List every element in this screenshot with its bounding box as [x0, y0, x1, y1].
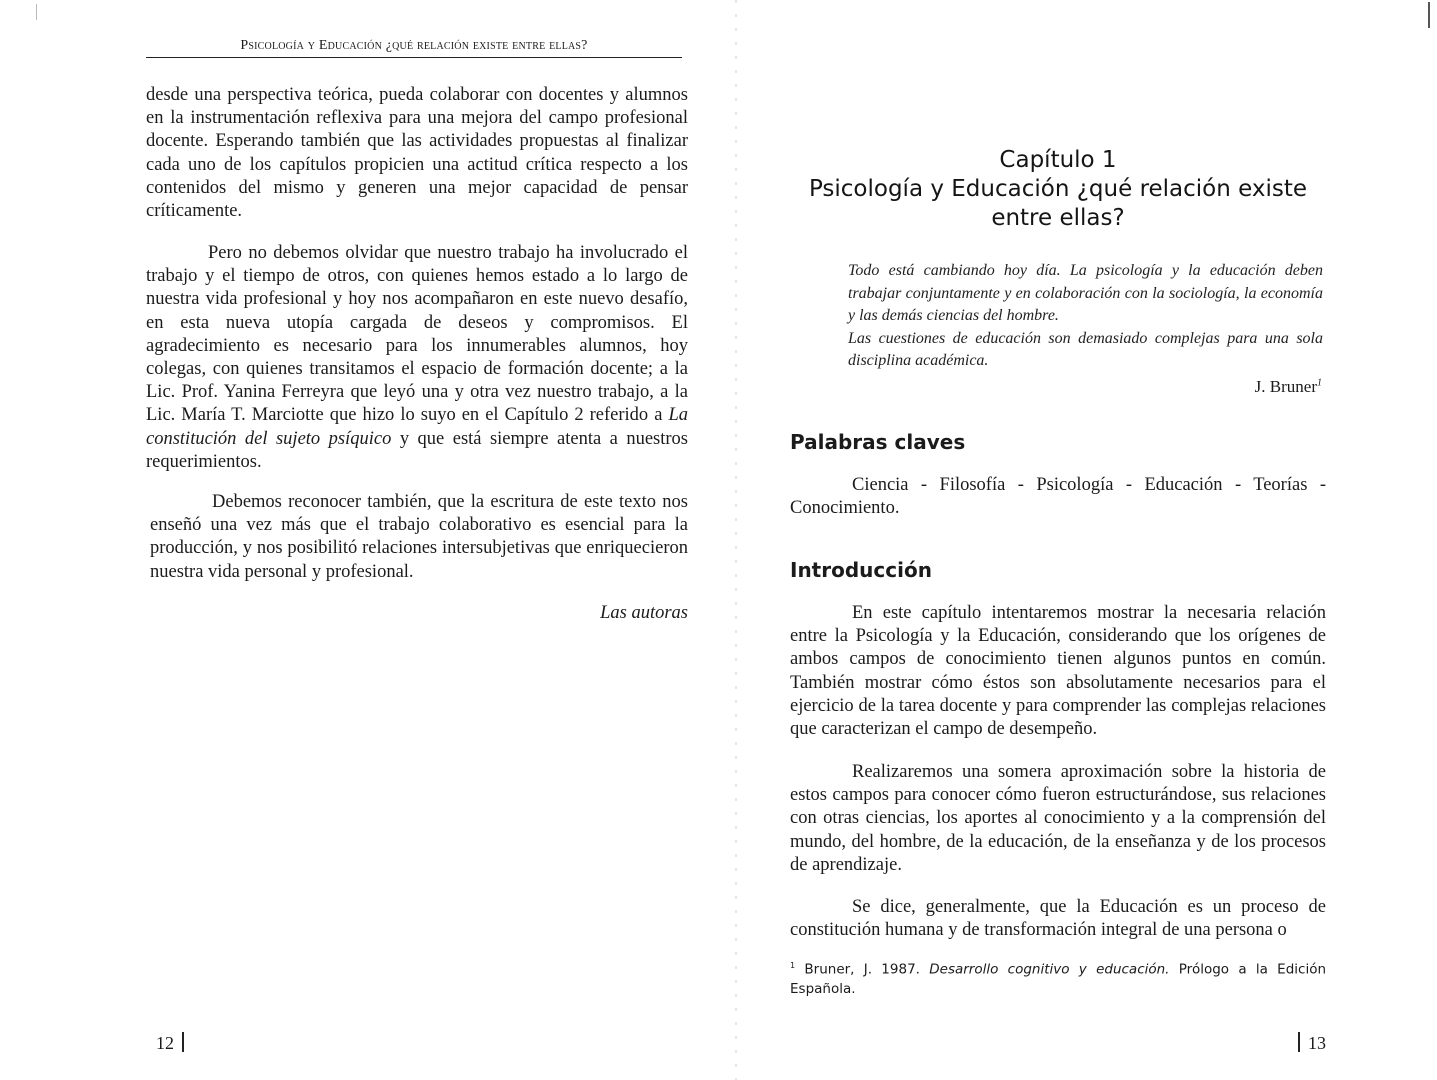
left-paragraph-2 — [146, 242, 688, 474]
epigraph-author — [1255, 377, 1322, 397]
scan-mark-right — [1428, 2, 1430, 28]
left-paragraph-2-text: Pero no debemos olvidar que nuestro trabajo ha involucrado el trabajo y el tiempo de otros, con quienes hemos estado a lo largo de nuestra vida profesional y hoy nos acompañaron en este nuevo desafío, en esta nueva utopía cargada de deseos y compromisos. El agradecimiento es necesario para los innumerables alumnos, hoy colegas, con quienes transitamos el espacio de formación docente; a la Lic. Prof. Yanina Ferreyra que leyó una y otra vez nuestro trabajo, a la Lic. María T. Marciotte que hizo lo suyo en el Capítulo 2 referido a — [146, 243, 688, 426]
keywords-list: Ciencia - Filosofía - Psicología - Educación - Teorías - Conocimiento. — [790, 475, 1326, 519]
left-paragraph-2-end: y que está siempre atenta a nuestros requerimientos. — [146, 428, 688, 472]
page-number-left-value: 12 — [156, 1033, 174, 1053]
left-paragraph-1: desde una perspectiva teórica, pueda colaborar con docentes y alumnos en la instrumentación reflexiva para una mejora del campo profesional docente. Esperando también que las actividades propuestas al finalizar cada uno de los capítulos propicien una actitud crítica respecto a los contenidos del mismo y generen una mejor capacidad de pensar críticamente. — [146, 85, 688, 222]
chapter-title-line-2: entre ellas? — [991, 205, 1125, 231]
epigraph — [848, 260, 1323, 373]
scan-mark-left — [36, 4, 37, 20]
right-page — [790, 0, 1326, 1080]
page-number-right-value: 13 — [1308, 1033, 1326, 1053]
gutter-shadow — [735, 0, 737, 1080]
signature: Las autoras — [600, 603, 688, 623]
footnote-mark: 1 — [1317, 377, 1322, 389]
left-page — [146, 0, 688, 1080]
epigraph-line-1: Todo está cambiando hoy día. La psicología y la educación deben trabajar conjuntamente y en colaboración con la sociología, la economía y las demás ciencias del hombre. — [848, 262, 1323, 324]
page-number-right — [1290, 1032, 1326, 1054]
intro-heading: Introducción — [790, 558, 932, 582]
right-paragraph-2: Realizaremos una somera aproximación sobre la historia de estos campos para conocer cómo fueron estructurándose, sus relaciones con otras ciencias, los aportes al conocimiento y a la comprensión del mundo, del hombre, de la educación, de la enseñanza y de los procesos de aprendizaje. — [790, 762, 1326, 875]
page-number-left — [156, 1032, 192, 1054]
left-paragraph-3: Debemos reconocer también, que la escritura de este texto nos enseñó una vez más que el trabajo colaborativo es esencial para la producción, y nos posibilitó relaciones intersubjetivas que enriquecieron nuestra vida personal y profesional. — [150, 492, 688, 582]
folio-bar-icon — [1298, 1032, 1300, 1052]
right-paragraph-1: En este capítulo intentaremos mostrar la necesaria relación entre la Psicología y la Educación, considerando que los orígenes de ambos campos de conocimiento tienen algunos puntos en común. También mostrar cómo éstos son absolutamente necesarios para el ejercicio de la tarea docente y para comprender las complejas relaciones que caracterizan el campo de desempeño. — [790, 603, 1326, 740]
epigraph-line-2: Las cuestiones de educación son demasiado complejas para una sola disciplina académica. — [848, 329, 1323, 369]
running-head: Psicología y Educación ¿qué relación existe entre ellas? — [146, 38, 682, 58]
footnote-rest: Prólogo a la Edición Española. — [790, 961, 1327, 997]
right-paragraph-3: Se dice, generalmente, que la Educación es un proceso de constitución humana y de transformación integral de una persona o — [790, 897, 1326, 941]
footnote-title: Desarrollo cognitivo y educación. — [929, 961, 1170, 978]
epigraph-author-name: J. Bruner — [1254, 377, 1317, 396]
footnote — [790, 956, 1326, 999]
footnote-number: 1 — [790, 961, 796, 970]
keywords-heading: Palabras claves — [790, 430, 966, 454]
chapter-label: Capítulo 1 — [999, 147, 1117, 173]
chapter-heading — [790, 146, 1326, 233]
footnote-author: Bruner, J. 1987. — [804, 961, 920, 978]
folio-bar-icon — [182, 1032, 184, 1052]
chapter-title-line-1: Psicología y Educación ¿qué relación existe — [808, 176, 1308, 202]
chapter-reference: La constitución del sujeto psíquico — [146, 405, 688, 449]
